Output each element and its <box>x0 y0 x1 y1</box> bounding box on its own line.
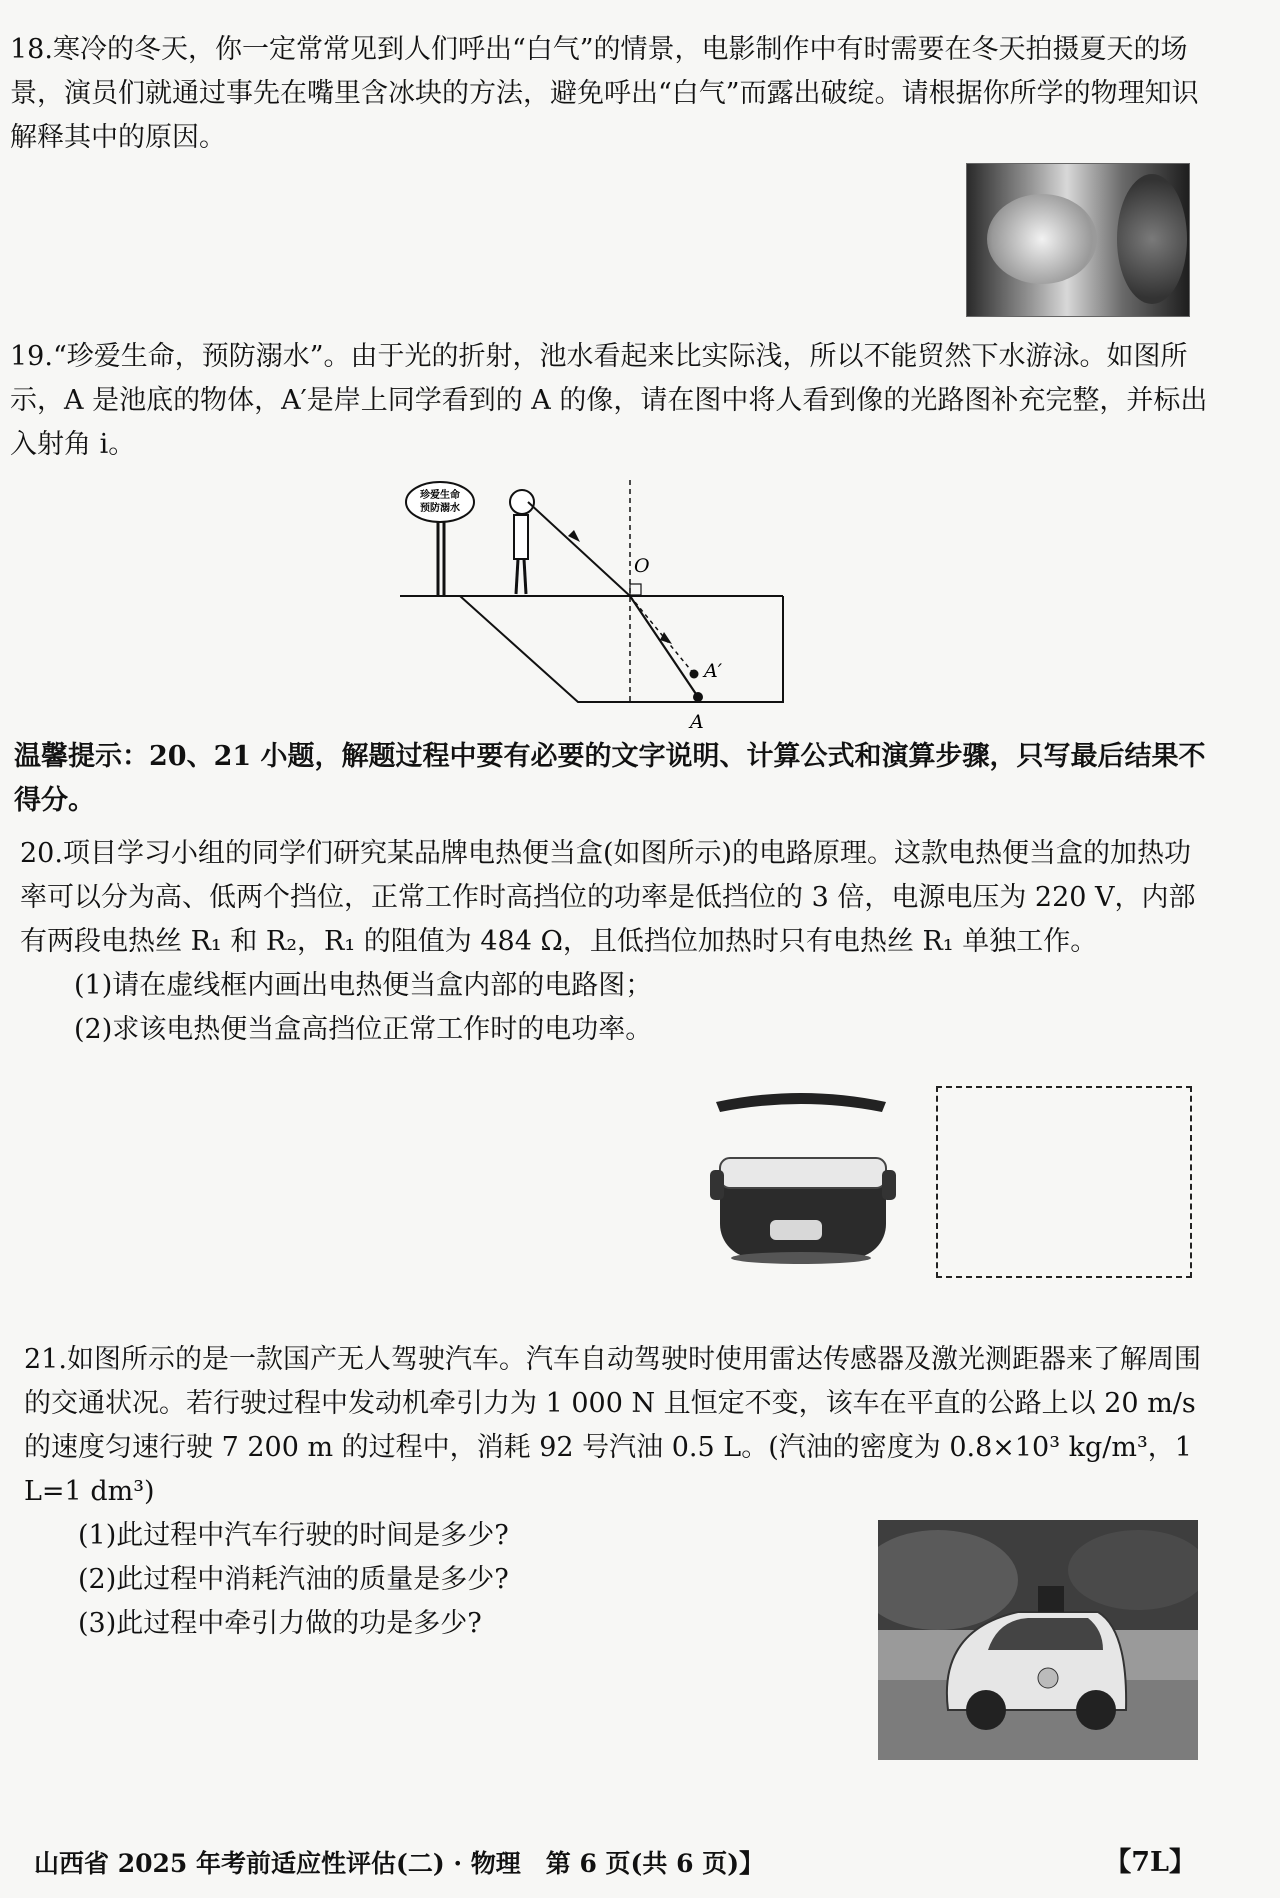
circuit-drawing-box[interactable] <box>936 1086 1192 1278</box>
calculation-tip: 温馨提示：20、21 小题，解题过程中要有必要的文字说明、计算公式和演算步骤，只写最后结果不得分。 <box>14 741 1206 816</box>
question-18-number: 18. <box>10 34 53 65</box>
image-point-A-prime <box>690 670 699 679</box>
question-20-sub1: (1)请在虚线框内画出电热便当盒内部的电路图； <box>74 970 653 1001</box>
question-21-sub2: (2)此过程中消耗汽油的质量是多少? <box>78 1564 509 1595</box>
question-19-text: “珍爱生命，预防溺水”。由于光的折射，池水看起来比实际浅，所以不能贸然下水游泳。如图所示，A 是池底的物体，A′是岸上同学看到的 A 的像，请在图中将人看到像的光路图补充完整，并标出入射角 i。 <box>10 341 1208 460</box>
refraction-diagram <box>398 472 818 742</box>
question-18-text: 寒冷的冬天，你一定常常见到人们呼出“白气”的情景，电影制作中有时需要在冬天拍摄夏天的场景，演员们就通过事先在嘴里含冰块的方法，避免呼出“白气”而露出破绽。请根据你所学的物理知识解释其中的原因。 <box>10 34 1199 153</box>
right-angle-mark <box>630 584 641 595</box>
point-A-prime-label: A′ <box>704 660 723 682</box>
breath-fog-photo <box>966 163 1190 317</box>
sign-line2: 预防溺水 <box>420 503 460 514</box>
paper-code-tag: 【7L】 <box>1104 1847 1196 1878</box>
point-O-label: O <box>634 555 650 577</box>
question-20-number: 20. <box>20 838 63 869</box>
driverless-car-photo <box>878 1520 1198 1760</box>
virtual-ray <box>630 596 694 674</box>
refracted-ray <box>528 502 630 596</box>
question-18 <box>10 28 1208 160</box>
question-21-sub3: (3)此过程中牵引力做的功是多少? <box>78 1608 482 1639</box>
object-point-A <box>693 692 703 702</box>
point-A-label: A <box>690 711 704 733</box>
warning-sign-board <box>406 482 474 522</box>
sign-line1: 珍爱生命 <box>420 490 460 501</box>
lunch-box-photo <box>706 1090 896 1270</box>
question-21-number: 21. <box>24 1344 67 1375</box>
person-figure <box>510 490 534 594</box>
question-19-number: 19. <box>10 341 53 372</box>
incident-ray <box>630 596 698 697</box>
page-footer: 山西省 2025 年考前适应性评估(二) · 物理 第 6 页(共 6 页)】 <box>34 1849 765 1878</box>
pool-outline <box>460 596 783 702</box>
question-21-sub1: (1)此过程中汽车行驶的时间是多少? <box>78 1520 509 1551</box>
question-20 <box>20 832 1208 1052</box>
question-21-text: 如图所示的是一款国产无人驾驶汽车。汽车自动驾驶时使用雷达传感器及激光测距器来了解周围的交通状况。若行驶过程中发动机牵引力为 1 000 N 且恒定不变，该车在平直的公路上以 20 m/s 的速度匀速行驶 7 200 m 的过程中，消耗 92 号汽油 0.5 L。(汽油的密度为 0.8×10³ kg/m³，1 L=1 dm³) <box>24 1344 1201 1507</box>
question-19 <box>10 335 1208 467</box>
question-20-sub2: (2)求该电热便当盒高挡位正常工作时的电功率。 <box>74 1014 653 1045</box>
question-20-text: 项目学习小组的同学们研究某品牌电热便当盒(如图所示)的电路原理。这款电热便当盒的加热功率可以分为高、低两个挡位，正常工作时高挡位的功率是低挡位的 3 倍，电源电压为 220 V，内部有两段电热丝 R₁ 和 R₂，R₁ 的阻值为 484 Ω，且低挡位加热时只有电热丝 R₁ 单独工作。 <box>20 838 1196 957</box>
